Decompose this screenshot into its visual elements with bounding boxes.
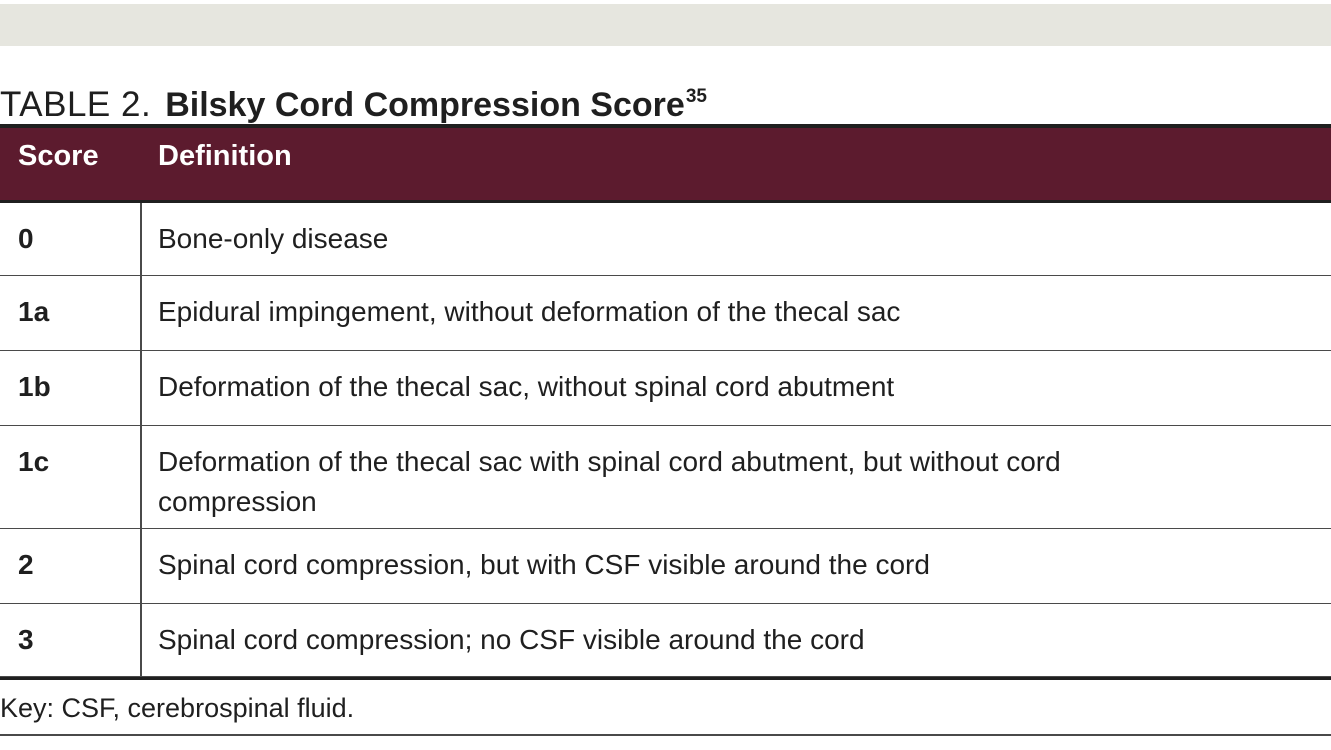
column-divider [140, 604, 142, 676]
score-cell: 1b [18, 371, 51, 402]
table-row [0, 604, 1331, 677]
column-header-score: Score [18, 140, 99, 172]
score-cell: 3 [18, 624, 34, 655]
definition-cell: Epidural impingement, without deformation of the thecal sac [158, 296, 901, 327]
table-footnote: Key: CSF, cerebrospinal fluid. [0, 693, 355, 723]
table-row [0, 203, 1331, 276]
definition-cell: Bone-only disease [158, 223, 389, 254]
table-row [0, 276, 1331, 351]
definition-cell: Spinal cord compression; no CSF visible around the cord [158, 624, 865, 655]
column-divider [140, 276, 142, 350]
table-row [0, 351, 1331, 426]
column-header-definition: Definition [158, 140, 292, 172]
reference-superscript: 35 [685, 86, 707, 107]
table-header [0, 128, 1331, 200]
score-cell: 1c [18, 446, 50, 477]
table-row [0, 426, 1331, 529]
column-divider [140, 203, 142, 275]
table-label: TABLE 2. [0, 85, 152, 124]
table-title-text: Bilsky Cord Compression Score [165, 86, 685, 124]
score-cell: 2 [18, 549, 34, 580]
column-divider [140, 529, 142, 603]
footnote-rule [0, 734, 1331, 736]
definition-cell: Deformation of the thecal sac with spinal cord abutment, but without cord compression [158, 446, 1061, 517]
score-cell: 0 [18, 223, 34, 254]
score-table [0, 128, 1331, 680]
column-divider [140, 426, 142, 528]
definition-cell: Spinal cord compression, but with CSF visible around the cord [158, 549, 930, 580]
column-divider [140, 351, 142, 425]
top-band [0, 4, 1331, 46]
table-title [0, 74, 707, 124]
bottom-rule [0, 677, 1331, 680]
definition-cell: Deformation of the thecal sac, without spinal cord abutment [158, 371, 895, 402]
table-row [0, 529, 1331, 604]
score-cell: 1a [18, 296, 50, 327]
